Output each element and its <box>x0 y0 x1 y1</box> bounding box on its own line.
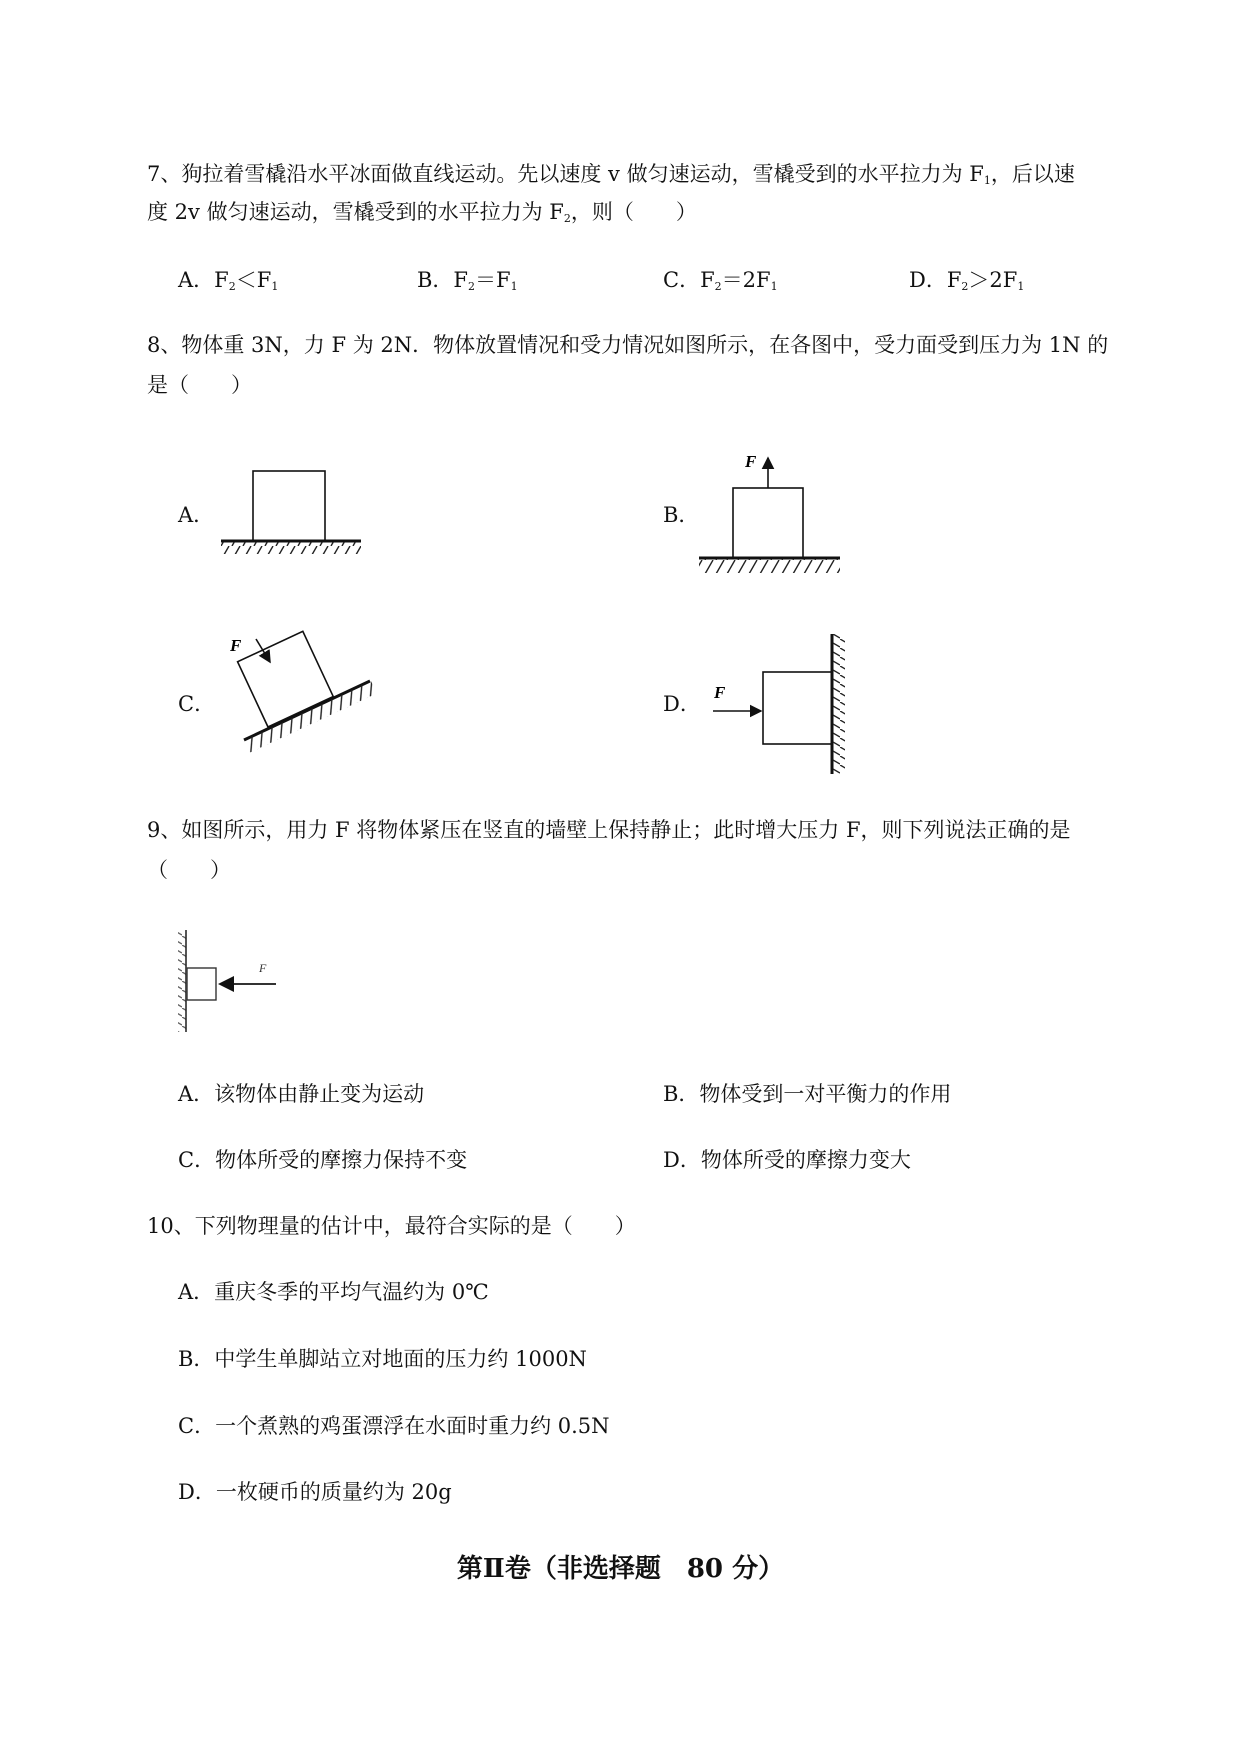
q10-stem: 10、下列物理量的估计中，最符合实际的是（ ） <box>147 1214 636 1238</box>
q8-option-c[interactable]: C． <box>178 692 216 716</box>
q9-stem-line1: 9、如图所示，用力 F 将物体紧压在竖直的墙壁上保持静止；此时增大压力 F，则下列说法正确的是 <box>147 818 1071 842</box>
q7-stem-line2: 度 2v 做匀速运动，雪橇受到的水平拉力为 $F_2$，则（ ） <box>147 200 697 225</box>
q8-option-b[interactable]: B． <box>663 503 700 527</box>
q9-option-d[interactable]: D．物体所受的摩擦力变大 <box>663 1148 911 1172</box>
q9-stem-line2: （ ） <box>147 858 231 882</box>
q10-option-a[interactable]: A．重庆冬季的平均气温约为 0℃ <box>178 1280 489 1304</box>
q10-option-c[interactable]: C．一个煮熟的鸡蛋漂浮在水面时重力约 0.5N <box>178 1414 610 1438</box>
q9-option-a[interactable]: A．该物体由静止变为运动 <box>178 1082 425 1106</box>
figure-c-block-on-incline <box>229 631 377 752</box>
q8-option-a[interactable]: A． <box>178 503 215 527</box>
q9-option-b[interactable]: B．物体受到一对平衡力的作用 <box>663 1082 952 1106</box>
q7-stem-line1: 7、狗拉着雪橇沿水平冰面做直线运动。先以速度 v 做匀速运动，雪橇受到的水平拉力为 $F_1$，后以速 <box>147 162 1075 187</box>
svg-text:F: F <box>230 636 242 655</box>
section-heading: 第Ⅱ卷（非选择题 80 分） <box>456 1554 785 1584</box>
q8-option-d[interactable]: D． <box>663 692 701 716</box>
figure-d-block-pressed-on-wall <box>713 634 845 774</box>
q10-option-b[interactable]: B．中学生单脚站立对地面的压力约 1000N <box>178 1347 587 1371</box>
q8-stem-line1: 8、物体重 3N，力 F 为 2N．物体放置情况和受力情况如图所示，在各图中，受力面受到压力为 1N 的 <box>147 333 1109 357</box>
q9-option-c[interactable]: C．物体所受的摩擦力保持不变 <box>178 1148 468 1172</box>
q7-option-c[interactable]: C．$F_2=2F_1$ <box>663 268 778 293</box>
figure-b-block-pulled-up <box>699 452 840 573</box>
q7-option-b[interactable]: B．$F_2=F_1$ <box>417 268 518 293</box>
q7-option-a[interactable]: A．$F_2<F_1$ <box>178 268 279 293</box>
q8-stem-line2: 是（ ） <box>147 373 252 397</box>
figure-a-block-on-ground <box>221 471 361 554</box>
svg-text:F: F <box>745 452 757 471</box>
svg-text:F: F <box>714 683 726 702</box>
q10-option-d[interactable]: D．一枚硬币的质量约为 20g <box>178 1480 452 1504</box>
q7-option-d[interactable]: D．$F_2>2F_1$ <box>909 268 1025 293</box>
svg-text:F: F <box>259 961 267 975</box>
figure-q9-block-on-wall <box>178 930 276 1032</box>
